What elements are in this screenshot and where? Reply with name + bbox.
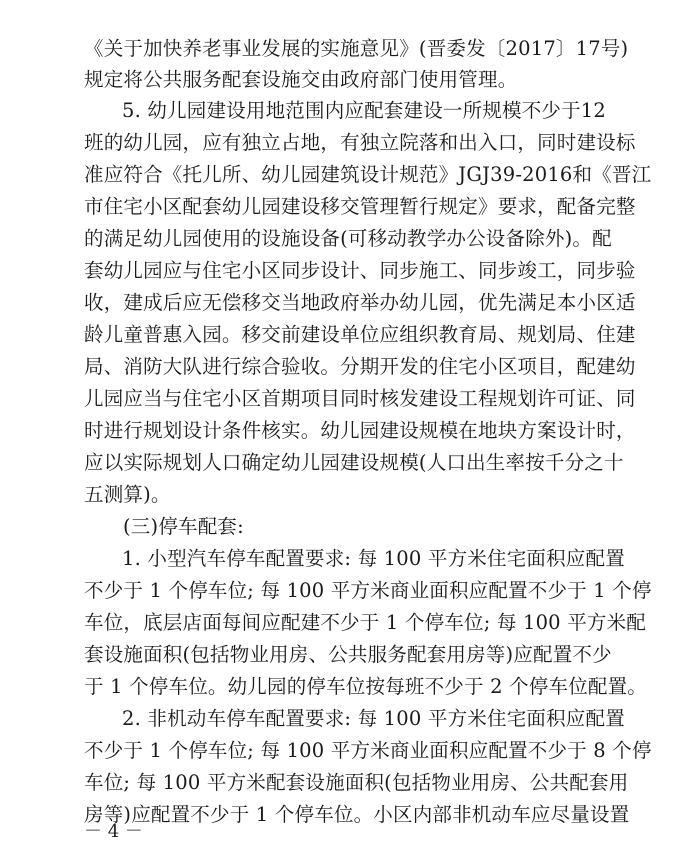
- section-heading: (三)停车配套:: [123, 515, 244, 538]
- body-line: 1. 小型汽车停车配置要求: 每 100 平方米住宅面积应配置: [122, 547, 625, 570]
- body-line: 准应符合《托儿所、幼儿园建筑设计规范》JGJ39-2016和《晋江: [84, 163, 652, 186]
- body-line: 于 1 个停车位。幼儿园的停车位按每班不少于 2 个停车位配置。: [84, 675, 648, 698]
- page-number: － 4 －: [84, 821, 143, 842]
- body-line: 时进行规划设计条件核实。幼儿园建设规模在地块方案设计时，: [84, 419, 636, 442]
- body-line: 不少于 1 个停车位; 每 100 平方米商业面积应配置不少于 8 个停: [84, 739, 652, 762]
- body-line: 房等)应配置不少于 1 个停车位。小区内部非机动车应尽量设置: [84, 803, 630, 826]
- body-line: 市住宅小区配套幼儿园建设移交管理暂行规定》要求，配备完整: [84, 195, 636, 218]
- body-line: 不少于 1 个停车位; 每 100 平方米商业面积应配置不少于 1 个停: [84, 579, 652, 602]
- body-line: 班的幼儿园，应有独立占地，有独立院落和出入口，同时建设标: [84, 131, 636, 154]
- body-line: 儿园应当与住宅小区首期项目同时核发建设工程规划许可证、同: [84, 387, 636, 410]
- body-line: 2. 非机动车停车配置要求: 每 100 平方米住宅面积应配置: [122, 707, 625, 730]
- body-line: 局、消防大队进行综合验收。分期开发的住宅小区项目，配建幼: [84, 355, 636, 378]
- body-line: 《关于加快养老事业发展的实施意见》(晋委发〔2017〕17号): [84, 37, 629, 60]
- body-line: 车位，底层店面每间应配建不少于 1 个停车位; 每 100 平方米配: [84, 611, 646, 634]
- body-line: 应以实际规划人口确定幼儿园建设规模(人口出生率按千分之十: [84, 451, 624, 474]
- body-line: 5. 幼儿园建设用地范围内应配套建设一所规模不少于12: [122, 99, 607, 122]
- body-line: 车位; 每 100 平方米配套设施面积(包括物业用房、公共配套用: [84, 771, 629, 794]
- body-line: 套设施面积(包括物业用房、公共服务配套用房等)应配置不少: [84, 643, 612, 666]
- body-line: 套幼儿园应与住宅小区同步设计、同步施工、同步竣工，同步验: [84, 259, 636, 282]
- body-line: 收，建成后应无偿移交当地政府举办幼儿园，优先满足本小区适: [84, 291, 636, 314]
- body-line: 龄儿童普惠入园。移交前建设单位应组织教育局、规划局、住建: [84, 323, 636, 346]
- body-line: 五测算)。: [84, 483, 171, 506]
- body-line: 规定将公共服务配套设施交由政府部门使用管理。: [84, 68, 518, 91]
- body-line: 的满足幼儿园使用的设施设备(可移动教学办公设备除外)。配: [84, 227, 612, 250]
